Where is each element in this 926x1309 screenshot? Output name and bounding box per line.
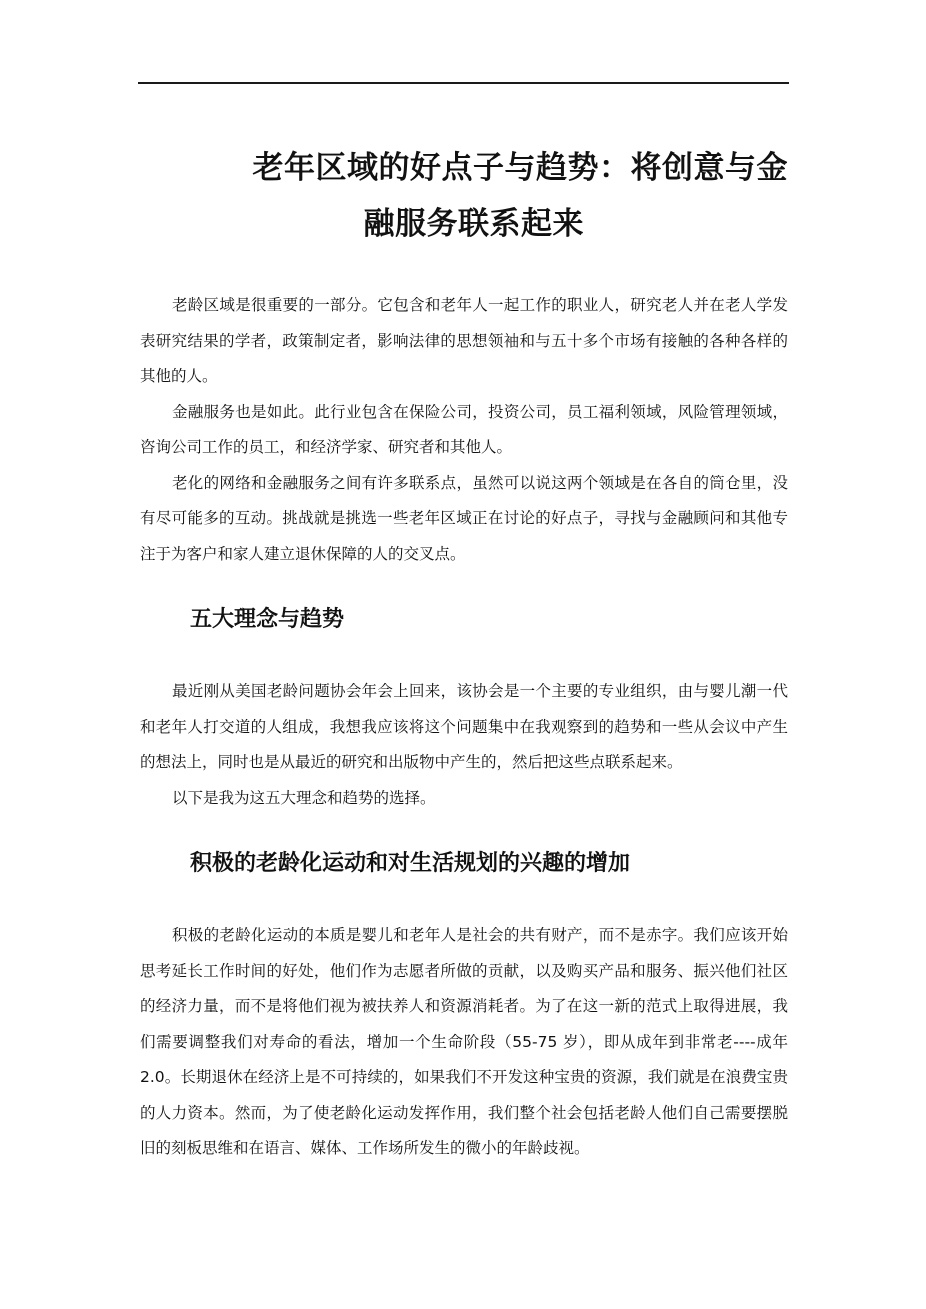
title-line-2: 融服务联系起来 <box>363 206 584 242</box>
title-line-1: 老年区域的好点子与趋势：将创意与金 <box>252 150 788 186</box>
paragraph: 老化的网络和金融服务之间有许多联系点，虽然可以说这两个领域是在各自的筒仓里，没有尽可能多的互动。挑战就是挑选一些老年区域正在讨论的好点子，寻找与金融顾问和其他专注于为客户和家人建立退休保障的人的交叉点。 <box>140 473 788 563</box>
paragraph: 最近刚从美国老龄问题协会年会上回来，该协会是一个主要的专业组织，由与婴儿潮一代和老年人打交道的人组成，我想我应该将这个问题集中在我观察到的趋势和一些从会议中产生的想法上，同时也是从最近的研究和出版物中产生的，然后把这些点联系起来。 <box>140 682 788 771</box>
header-rule <box>138 82 789 84</box>
section-five-ideas <box>140 674 788 816</box>
paragraph: 积极的老龄化运动的本质是婴儿和老年人是社会的共有财产，而不是赤字。我们应该开始思考延长工作时间的好处，他们作为志愿者所做的贡献，以及购买产品和服务、振兴他们社区的经济力量，而不是将他们视为被扶养人和资源消耗者。为了在这一新的范式上取得进展，我们需要调整我们对寿命的看法，增加一个生命阶段（55-75 岁），即从成年到非常老----成年 2.0。长期退休在经济上是不可持续的，如果我们不开发这种宝贵的资源，我们就是在浪费宝贵的人力资本。然而，为了使老龄化运动发挥作用，我们整个社会包括老龄人他们自己需要摆脱旧的刻板思维和在语言、媒体、工作场所发生的微小的年龄歧视。 <box>140 926 788 1157</box>
document-body <box>140 140 788 1167</box>
paragraph: 金融服务也是如此。此行业包含在保险公司，投资公司，员工福利领域，风险管理领域，咨询公司工作的员工，和经济学家、研究者和其他人。 <box>140 402 788 456</box>
section-active-aging <box>140 918 788 1167</box>
paragraph: 老龄区域是很重要的一部分。它包含和老年人一起工作的职业人，研究老人并在老人学发表研究结果的学者，政策制定者，影响法律的思想领袖和与五十多个市场有接触的各种各样的其他的人。 <box>140 296 788 385</box>
section-heading-active-aging: 积极的老龄化运动和对生活规划的兴趣的增加 <box>190 851 631 876</box>
document-title <box>140 140 788 252</box>
intro-section <box>140 288 788 572</box>
paragraph: 以下是我为这五大理念和趋势的选择。 <box>172 788 436 807</box>
section-heading-five-ideas: 五大理念与趋势 <box>190 607 345 632</box>
